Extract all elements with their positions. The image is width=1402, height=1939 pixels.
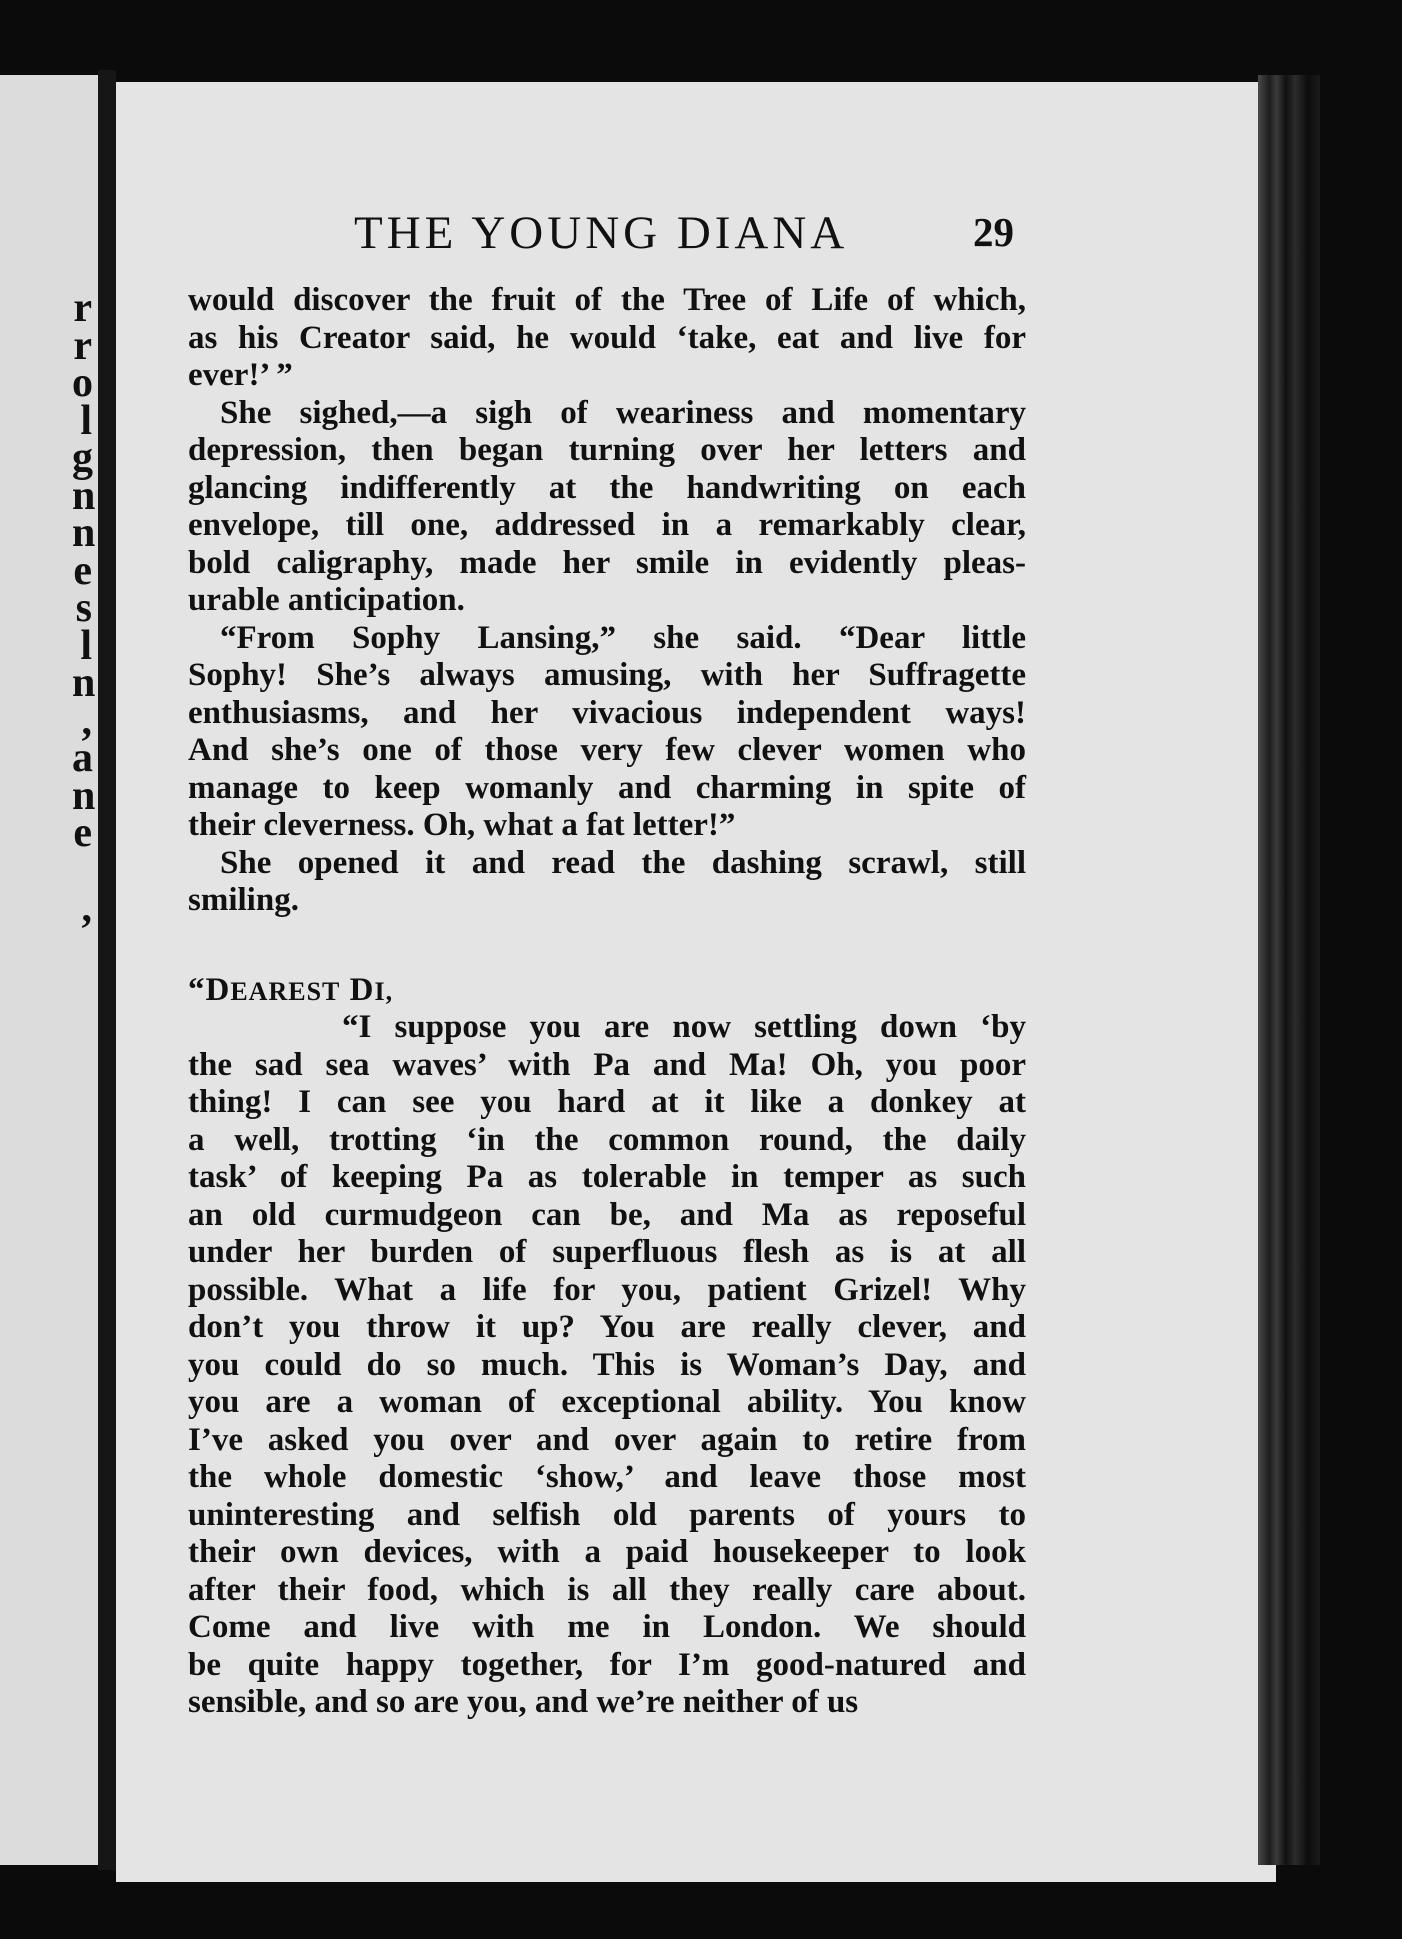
previous-page-fragment (72, 928, 92, 966)
text-line: their cleverness. Oh, what a fat letter!” (188, 807, 736, 843)
running-head (354, 206, 1014, 266)
previous-page (0, 75, 98, 1865)
letter-line: their own devices, with a paid housekeeper to look (188, 1534, 1026, 1570)
text-line: She opened it and read the dashing scrawl, still (220, 844, 1026, 881)
letter-line: be quite happy together, for I’m good-natured and (188, 1646, 1026, 1683)
text-line: glancing indifferently at the handwriting on each (188, 469, 1026, 506)
text-line: “From Sophy Lansing,” she said. “Dear little (220, 619, 1026, 656)
book-gutter (98, 70, 116, 1870)
previous-page-fragment: , (81, 885, 92, 931)
letter-line: possible. What a life for you, patient Grizel! Why (188, 1271, 1026, 1308)
letter-line: uninteresting and selfish old parents of yours to (188, 1496, 1026, 1533)
previous-page-text-fragments (72, 285, 96, 1003)
letter-line: after their food, which is all they really care about. (188, 1571, 1026, 1608)
running-title: THE YOUNG DIANA (354, 207, 849, 259)
previous-page-fragment: r (73, 285, 92, 331)
text-line: as his Creator said, he would ‘take, eat and live for (188, 319, 1026, 356)
salutation-part: I, (374, 976, 394, 1006)
previous-page-fragment: e (73, 810, 92, 856)
previous-page-fragment: n (72, 772, 96, 819)
page-number: 29 (973, 209, 1014, 255)
text-line: Sophy! She’s always amusing, with her Suffragette (188, 657, 1026, 693)
previous-page-fragment: e (73, 547, 92, 594)
previous-page-fragment: n (72, 510, 96, 556)
letter-line: task’ of keeping Pa as tolerable in temper as such (188, 1159, 1026, 1195)
letter-line: I’ve asked you over and over again to retire from (188, 1421, 1026, 1458)
page-edges (1258, 75, 1320, 1865)
paragraph (188, 395, 1026, 620)
body-text (188, 282, 1026, 1722)
letter-line: Come and live with me in London. We should (188, 1609, 1026, 1645)
previous-page-fragment: n (72, 472, 96, 519)
previous-page-fragment: n (72, 660, 96, 706)
text-line: And she’s one of those very few clever women who (188, 732, 1026, 768)
salutation-part: “ (188, 971, 206, 1008)
letter-line: a well, trotting ‘in the common round, the daily (188, 1121, 1026, 1158)
previous-page-fragment: l (80, 397, 92, 444)
previous-page-fragment: s (75, 585, 92, 631)
salutation-part: EAREST (230, 976, 341, 1006)
text-line: ever!’ ” (188, 357, 293, 393)
letter-line: you could do so much. This is Woman’s Day, and (188, 1346, 1026, 1383)
letter-body (188, 1009, 1026, 1722)
section-gap (188, 920, 1026, 972)
letter-line: sensible, and so are you, and we’re neither of us (188, 1684, 859, 1720)
paragraph (188, 620, 1026, 845)
previous-page-fragment: g (72, 435, 93, 481)
letter-salutation (188, 972, 1026, 1010)
letter-line: under her burden of superfluous flesh as is at all (188, 1234, 1026, 1270)
previous-page-fragment: , (81, 697, 92, 744)
paragraph (188, 845, 1026, 920)
letter-line: thing! I can see you hard at it like a donkey at (188, 1084, 1026, 1120)
previous-page-fragment: l (80, 622, 92, 669)
letter-line: “I suppose you are now settling down ‘by (342, 1009, 1026, 1045)
previous-page-fragment (72, 965, 92, 1003)
paragraph (188, 282, 1026, 395)
text-line: bold caligraphy, made her smile in evidently pleas- (188, 544, 1026, 581)
text-line: envelope, till one, addressed in a remarkably clear, (188, 507, 1026, 543)
letter-line: the whole domestic ‘show,’ and leave those most (188, 1459, 1026, 1495)
letter-line: don’t you throw it up? You are really clever, and (188, 1309, 1026, 1345)
previous-page-fragment: r (73, 322, 92, 369)
text-line: She sighed,—a sigh of weariness and momentary (220, 394, 1026, 431)
previous-page-fragment: o (72, 360, 93, 406)
salutation-part: D (349, 971, 375, 1008)
previous-page-fragment: a (72, 735, 93, 781)
salutation-part: D (205, 971, 231, 1008)
text-line: enthusiasms, and her vivacious independent ways! (188, 694, 1026, 731)
text-line: manage to keep womanly and charming in spite of (188, 769, 1026, 806)
text-line: would discover the fruit of the Tree of Life of which, (188, 282, 1026, 318)
letter-line: the sad sea waves’ with Pa and Ma! Oh, you poor (188, 1046, 1026, 1083)
text-line: urable anticipation. (188, 582, 465, 618)
text-line: depression, then began turning over her letters and (188, 432, 1026, 468)
letter-line: an old curmudgeon can be, and Ma as reposeful (188, 1196, 1026, 1233)
letter-line: you are a woman of exceptional ability. You know (188, 1384, 1026, 1420)
text-line: smiling. (188, 882, 299, 918)
